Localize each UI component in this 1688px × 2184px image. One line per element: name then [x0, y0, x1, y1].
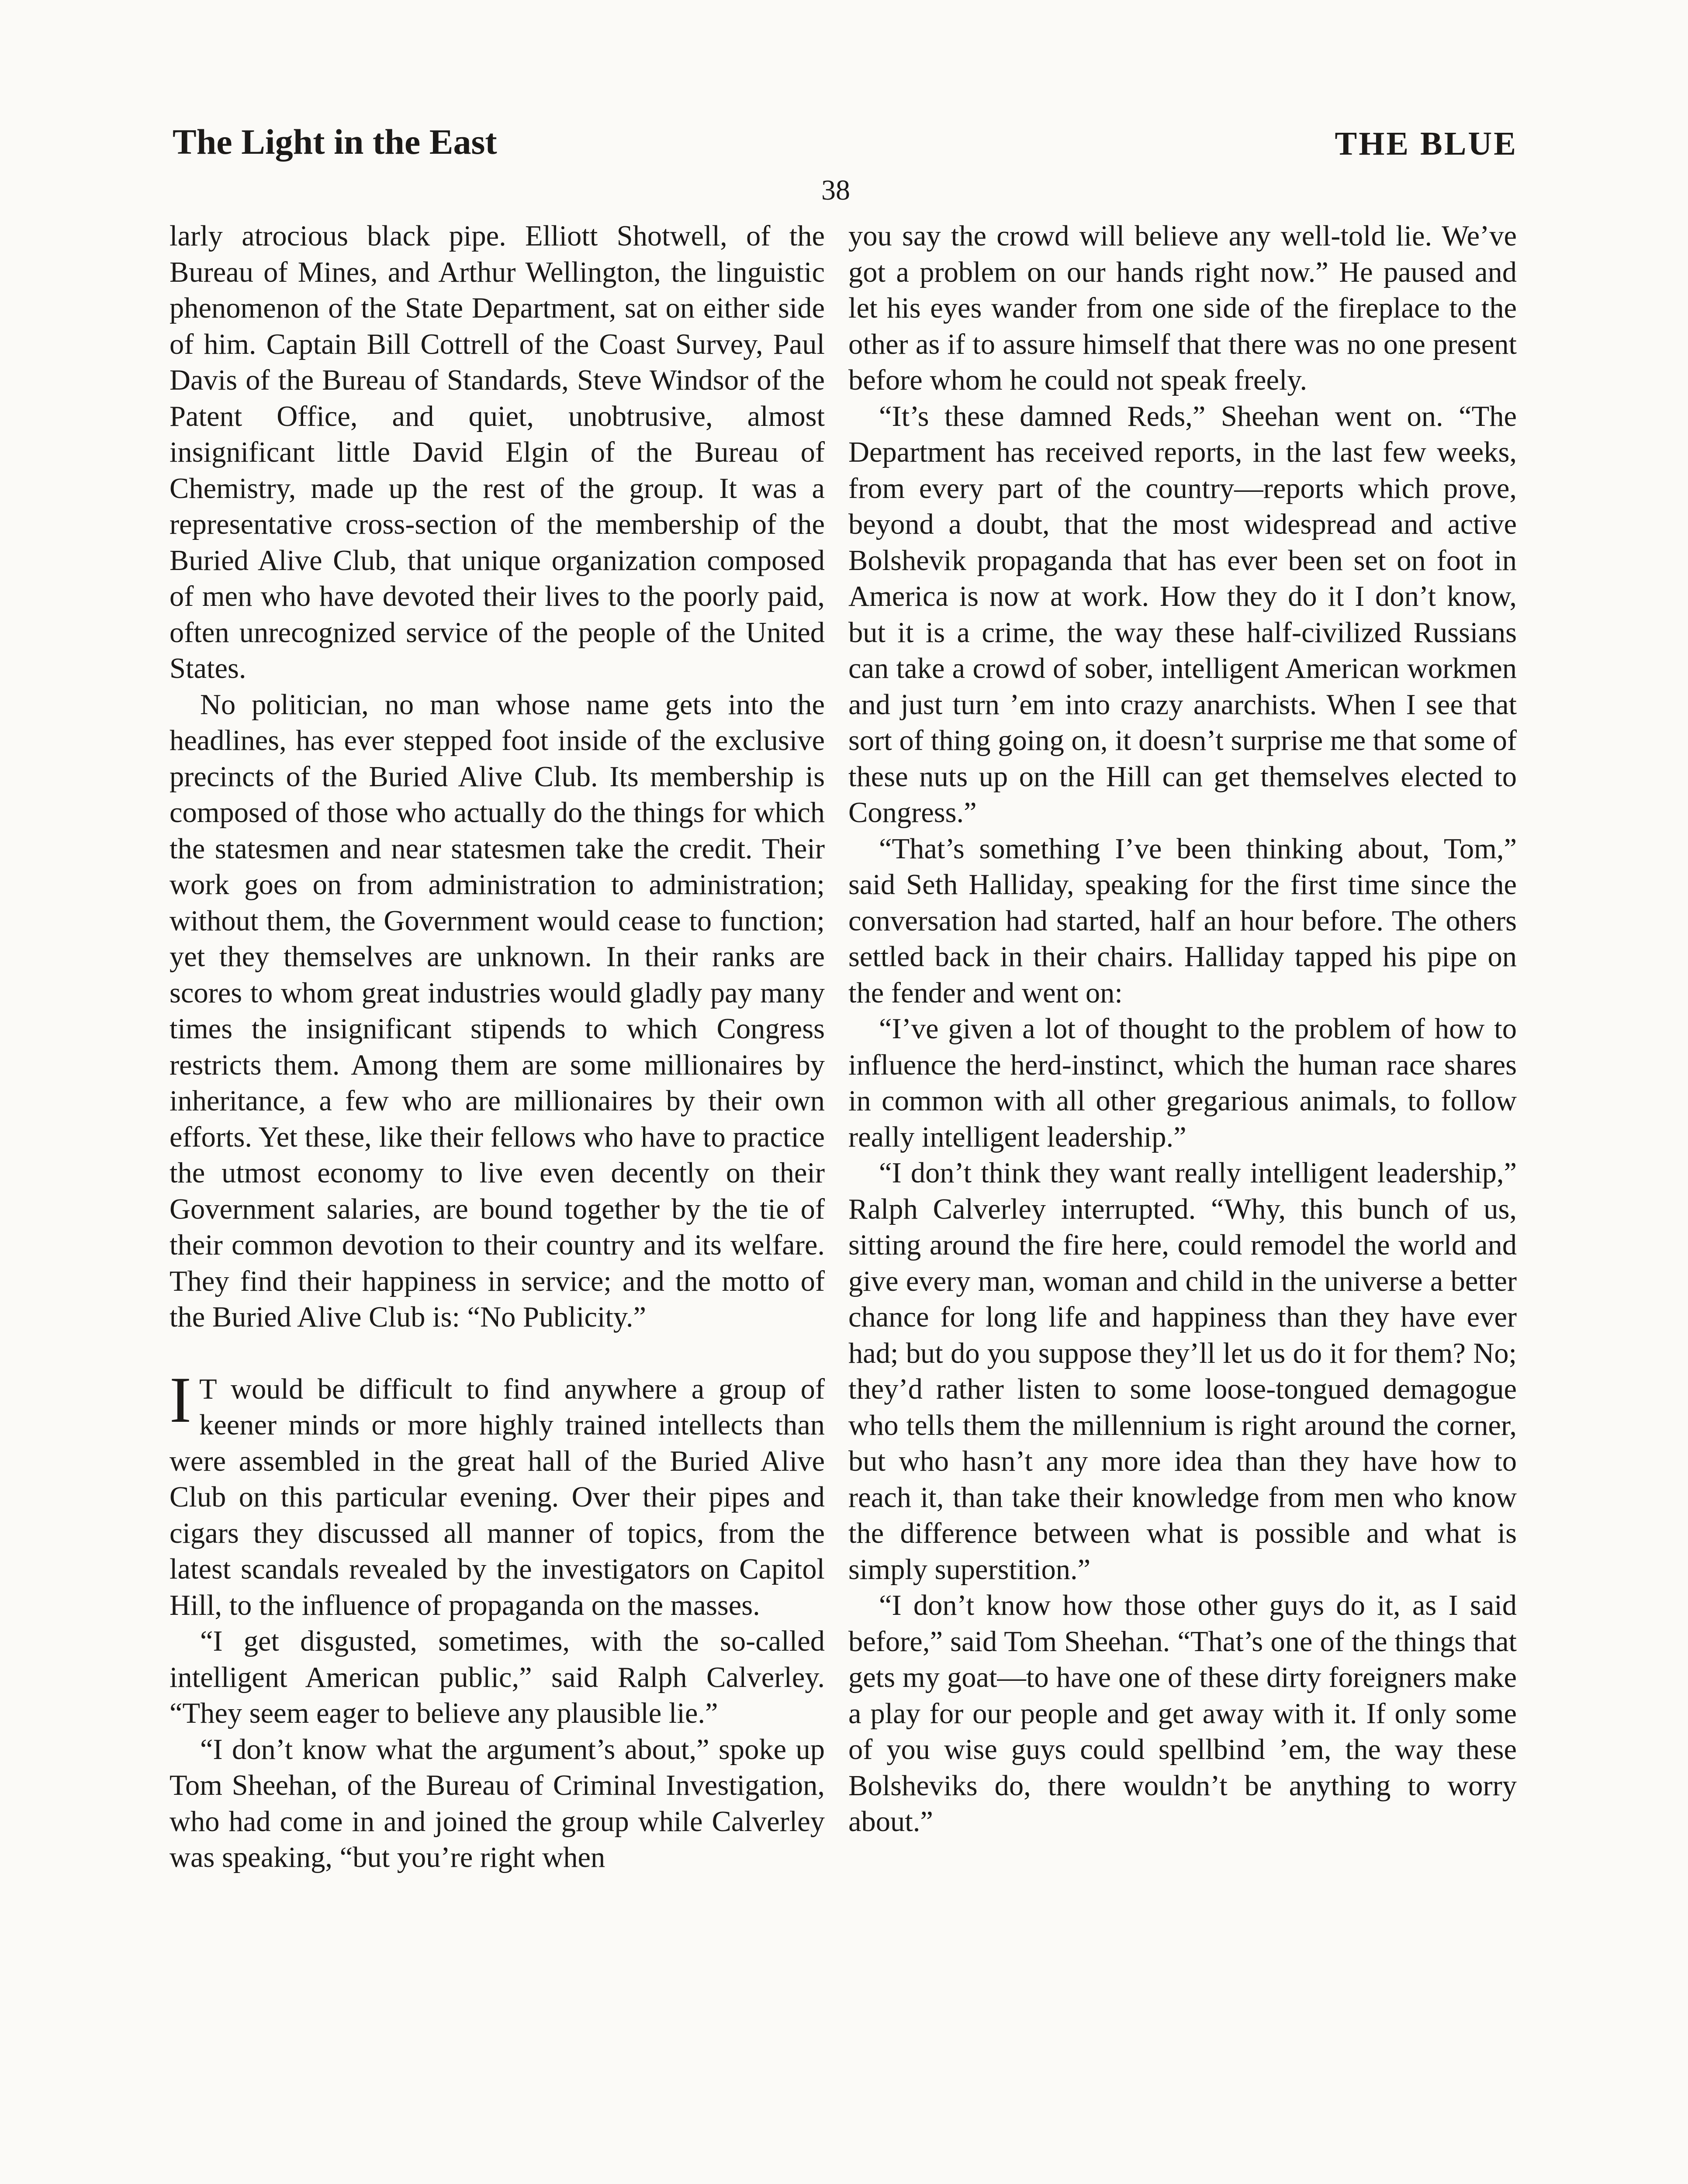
- paragraph: “I don’t know how those other guys do it, as I said before,” said Tom Sheehan. “That’s one of the things that gets my goat—to have one of these dirty foreigners make a play for our people and get away with it. If only some of you wise guys could spellbind ’em, the way these Bolsheviks do, there wouldn’t be anything to worry about.”: [848, 1590, 1517, 1838]
- section-paragraph: [169, 1363, 825, 1624]
- paragraph: “That’s something I’ve been thinking about, Tom,” said Seth Halliday, speaking for the first time since the conversation had started, half an hour before. The others settled back in their chairs. Halliday tapped his pipe on the fender and went on:: [848, 833, 1517, 1009]
- drop-cap: I: [169, 1363, 191, 1436]
- paragraph-continuation: larly atrocious black pipe. Elliott Shotwell, of the Bureau of Mines, and Arthur Wellington, the linguistic phenomenon of the State Department, sat on either side of him. Captain Bill Cottrell of the Coast Survey, Paul Davis of the Bureau of Standards, Steve Windsor of the Patent Office, and quiet, unobtrusive, almost insignificant little David Elgin of the Bureau of Chemistry, made up the rest of the group. It was a representative cross-section of the membership of the Buried Alive Club, that unique organization composed of men who have devoted their lives to the poorly paid, often unrecognized service of the people of the United States.: [169, 220, 825, 684]
- paragraph-continuation: you say the crowd will believe any well-told lie. We’ve got a problem on our hands right now.” He paused and let his eyes wander from one side of the fireplace to the other as if to assure himself that there was no one present before whom he could not speak freely.: [848, 220, 1517, 396]
- magazine-name: THE BLUE: [1335, 125, 1518, 162]
- paragraph: “It’s these damned Reds,” Sheehan went on. “The Department has received reports, in the last few weeks, from every part of the country—reports which prove, beyond a doubt, that the most widespread and active Bolshevik propaganda that has ever been set on foot in America is now at work. How they do it I don’t know, but it is a crime, the way these half-civilized Russians can take a crowd of sober, intelligent American workmen and just turn ’em into crazy anarchists. When I see that sort of thing going on, it doesn’t surprise me that some of these nuts up on the Hill can get themselves elected to Congress.”: [848, 400, 1517, 829]
- story-title: The Light in the East: [173, 122, 497, 162]
- page-number: 38: [821, 174, 850, 206]
- right-column: [848, 218, 1517, 1840]
- paragraph: “I don’t think they want really intelligent leadership,” Ralph Calverley interrupted. “Why, this bunch of us, sitting around the fire here, could remodel the world and give every man, woman and child in the universe a better chance for long life and happiness than they have ever had; but do you suppose they’ll let us do it for them? No; they’d rather listen to some loose-tongued demagogue who tells them the millennium is right around the corner, but who hasn’t any more idea than they have how to reach it, than take their knowledge from men who know the difference between what is possible and what is simply superstition.”: [848, 1157, 1517, 1586]
- paragraph: “I don’t know what the argument’s about,” spoke up Tom Sheehan, of the Bureau of Criminal Investigation, who had come in and joined the group while Calverley was speaking, “but you’re right when: [169, 1733, 825, 1873]
- paragraph: “I’ve given a lot of thought to the problem of how to influence the herd-instinct, which the human race shares in common with all other gregarious animals, to follow really intelligent leadership.”: [848, 1013, 1517, 1153]
- paragraph: No politician, no man whose name gets into the headlines, has ever stepped foot inside of the exclusive precincts of the Buried Alive Club. Its membership is composed of those who actually do the things for which the statesmen and near statesmen take the credit. Their work goes on from administration to administration; without them, the Government would cease to function; yet they themselves are unknown. In their ranks are scores to whom great industries would gladly pay many times the insignificant stipends to which Congress restricts them. Among them are some millionaires by inheritance, a few who are millionaires by their own efforts. Yet these, like their fellows who have to practice the utmost economy to live even decently on their Government salaries, are bound together by the tie of their common devotion to their country and its welfare. They find their happiness in service; and the motto of the Buried Alive Club is: “No Publicity.”: [169, 688, 825, 1333]
- section-paragraph-text: T would be difficult to find anywhere a group of keener minds or more highly trained intellects than were assembled in the great hall of the Buried Alive Club on this particular evening. Over their pipes and cigars they discussed all manner of topics, from the latest scandals revealed by the investigators on Capitol Hill, to the influence of propaganda on the masses.: [169, 1373, 825, 1621]
- left-column: [169, 218, 825, 1876]
- paragraph: “I get disgusted, sometimes, with the so-called intelligent American public,” said Ralph Calverley. “They seem eager to believe any plausible lie.”: [169, 1625, 825, 1729]
